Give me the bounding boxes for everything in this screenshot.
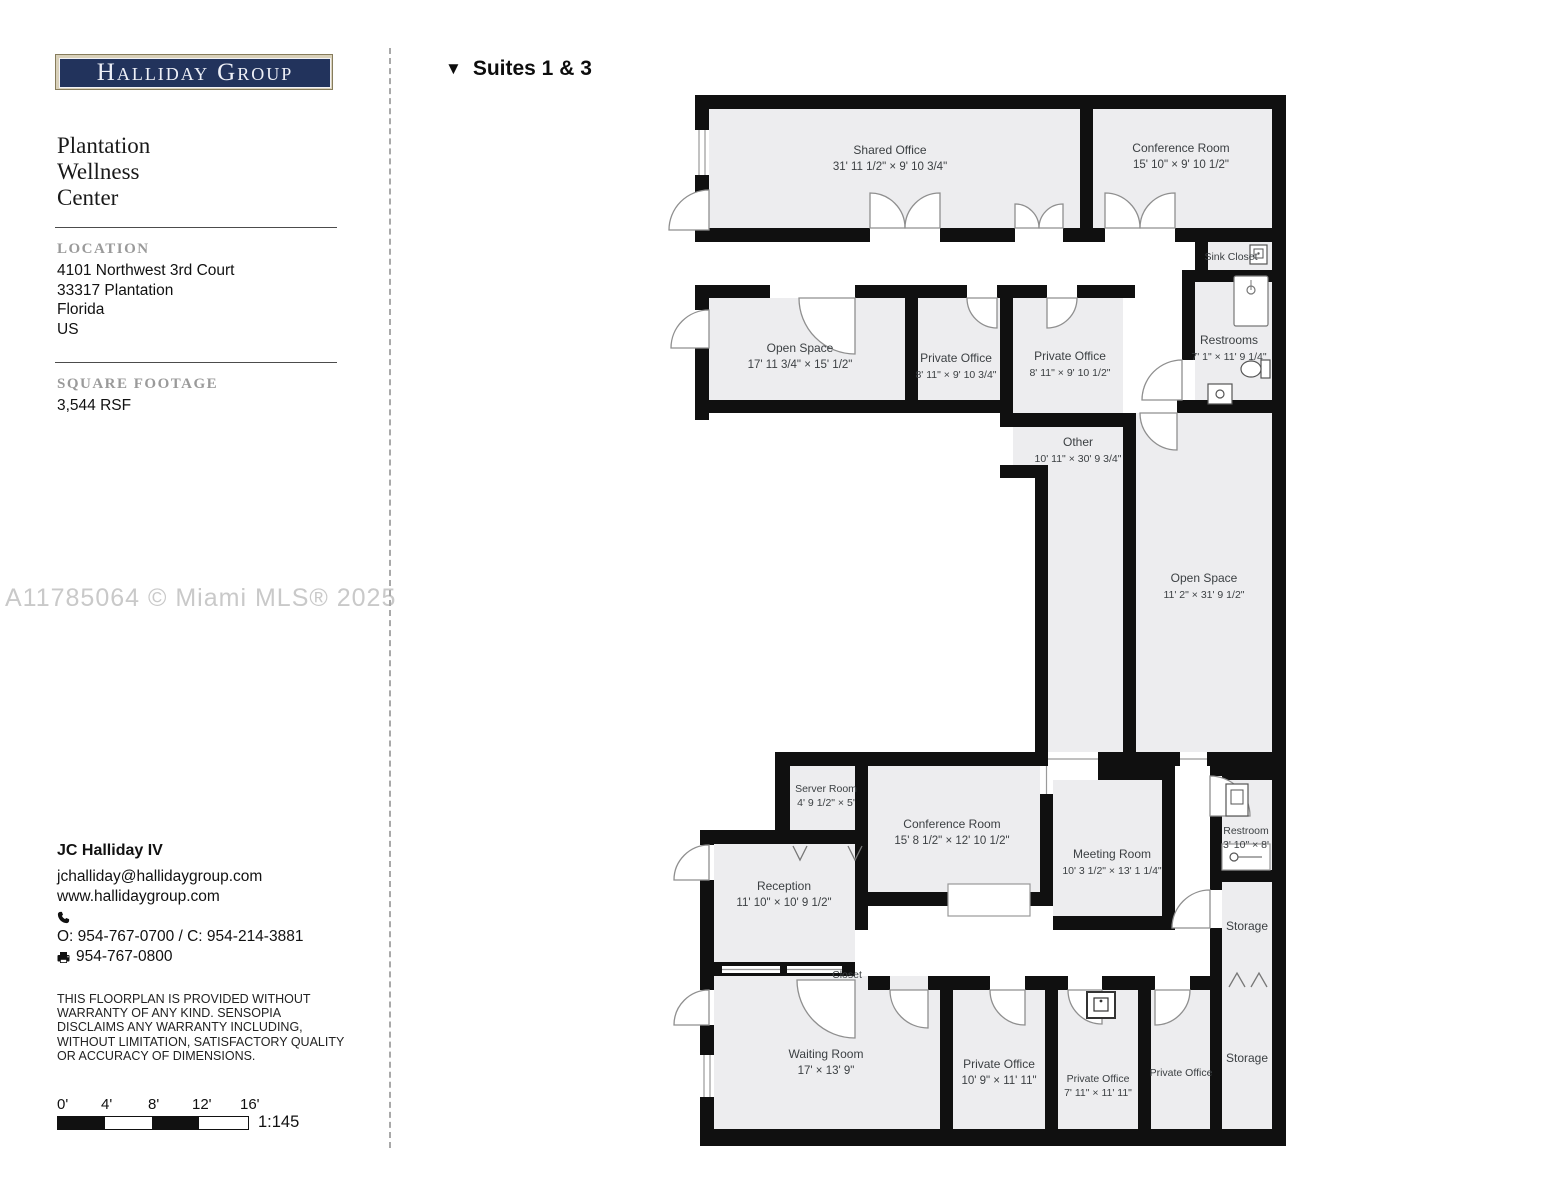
room-label: Private Office: [920, 351, 992, 365]
logo-word-2: Group: [217, 59, 294, 86]
property-name-line: Center: [57, 185, 119, 210]
agent-phones: O: 954-767-0700 / C: 954-214-3881: [57, 928, 304, 945]
room-label: Storage: [1225, 919, 1269, 933]
room-dims: 17' × 13' 9": [797, 1065, 855, 1077]
plan-title-text: Suites 1 & 3: [472, 57, 592, 80]
room-label: Shared Office: [853, 143, 927, 157]
property-name-line: Plantation: [57, 133, 151, 158]
agent-name: JC Halliday IV: [57, 842, 163, 859]
logo-word-1: Halliday: [96, 59, 210, 86]
door-exterior-top-left: [669, 190, 709, 230]
sink-icon: [1208, 384, 1232, 404]
agent-contact-block: [57, 841, 303, 967]
room-label: Private Office: [1066, 1073, 1130, 1085]
triangle-marker-icon: ▼: [445, 59, 462, 78]
logo-text: [59, 58, 331, 88]
scale-tick: 4': [101, 1096, 113, 1113]
appliance-icon: [1087, 992, 1115, 1018]
mls-watermark: A11785064 © Miami MLS® 2025: [5, 584, 397, 612]
room-label: Private Office: [1034, 349, 1106, 363]
scale-bar-segments: [57, 1116, 249, 1130]
room-dims: 11' 10" × 10' 9 1/2": [736, 897, 832, 909]
divider-line: [55, 362, 337, 363]
scale-ticks: [57, 1096, 357, 1114]
scale-tick: 12': [192, 1096, 212, 1113]
door-exterior-reception: [674, 845, 709, 880]
room-label: Private Office: [1149, 1067, 1213, 1079]
room-label: Meeting Room: [1072, 847, 1152, 861]
room-label: Reception: [756, 879, 812, 893]
room-dims: 10' 3 1/2" × 13' 1 1/4": [1062, 865, 1162, 877]
address-line: US: [57, 320, 79, 338]
property-name: [57, 133, 150, 211]
disclaimer-text: THIS FLOORPLAN IS PROVIDED WITHOUT WARRANTY OF ANY KIND. SENSOPIA DISCLAIMS ANY WARRANTY INCLUDING, WITHOUT LIMITATION, SATISFACTORY QUALITY OR ACCURACY OF DIMENSIONS.: [57, 992, 345, 1063]
fax-icon: [57, 951, 70, 964]
room-label: Waiting Room: [788, 1047, 864, 1061]
address-line: 33317 Plantation: [57, 281, 174, 299]
scale-tick: 16': [240, 1096, 260, 1113]
room-label: Server Room: [795, 783, 857, 795]
room-label: Storage: [1225, 1051, 1269, 1065]
phone-icon: [57, 911, 70, 924]
room-label: Open Space: [766, 341, 834, 355]
floor-plan: [650, 80, 1298, 1155]
room-dims: 8' 11" × 9' 10 1/2": [1029, 367, 1111, 379]
address-line: Florida: [57, 301, 105, 318]
room-dims: 31' 11 1/2" × 9' 10 3/4": [832, 161, 948, 173]
room-label: Restrooms: [1199, 333, 1259, 347]
room-label: Private Office: [963, 1057, 1035, 1071]
toilet-icon: [1226, 784, 1248, 816]
room-label: Open Space: [1170, 571, 1238, 585]
agent-fax: 954-767-0800: [76, 948, 173, 965]
location-heading: LOCATION: [57, 241, 150, 257]
scale-ratio: 1:145: [258, 1113, 300, 1131]
square-footage-heading: SQUARE FOOTAGE: [57, 376, 219, 392]
room-dims: 10' 9" × 11' 11": [961, 1075, 1037, 1087]
scale-tick: 8': [148, 1096, 160, 1113]
room-dims: 11' 2" × 31' 9 1/2": [1163, 589, 1245, 601]
door-exterior-waiting: [674, 990, 709, 1025]
credenza-icon: [948, 884, 1030, 916]
room-dims: 10' 11" × 30' 9 3/4": [1034, 453, 1122, 465]
room-label: Conference Room: [1132, 141, 1230, 155]
dashed-divider: [389, 48, 391, 1148]
room-dims: 15' 10" × 9' 10 1/2": [1132, 159, 1230, 171]
room-label: Conference Room: [903, 817, 1001, 831]
room-dims: 7' 11" × 11' 11": [1064, 1087, 1132, 1099]
room-dims: 7' 1" × 11' 9 1/4": [1191, 351, 1267, 363]
scale-tick: 0': [57, 1096, 69, 1113]
property-name-line: Wellness: [57, 159, 140, 184]
halliday-group-logo: [55, 54, 333, 90]
room-dims: 4' 9 1/2" × 5': [797, 797, 855, 809]
room-dims: 15' 8 1/2" × 12' 10 1/2": [894, 835, 1010, 847]
room-label: Other: [1062, 435, 1094, 449]
plan-title: [445, 57, 592, 81]
square-footage-value: 3,544 RSF: [57, 397, 132, 414]
address: [57, 261, 234, 339]
hallway-bottom: [868, 930, 1210, 976]
door-exterior-open-space: [671, 310, 709, 348]
room-dims: 3' 10" × 8': [1223, 839, 1269, 851]
room-label: Closet: [832, 969, 862, 981]
agent-website: www.hallidaygroup.com: [57, 888, 220, 905]
address-line: 4101 Northwest 3rd Court: [57, 262, 235, 279]
hallway-strip-lower: [1175, 766, 1210, 976]
scale-bar: [57, 1096, 357, 1140]
room-dims: 8' 11" × 9' 10 3/4": [915, 369, 997, 381]
room-other: [1048, 427, 1123, 752]
room-dims: 17' 11 3/4" × 15' 1/2": [747, 359, 853, 371]
room-label: Restroom: [1223, 825, 1269, 837]
agent-email: jchalliday@hallidaygroup.com: [57, 868, 263, 885]
room-label: Sink Closet: [1204, 251, 1258, 263]
divider-line: [55, 227, 337, 228]
